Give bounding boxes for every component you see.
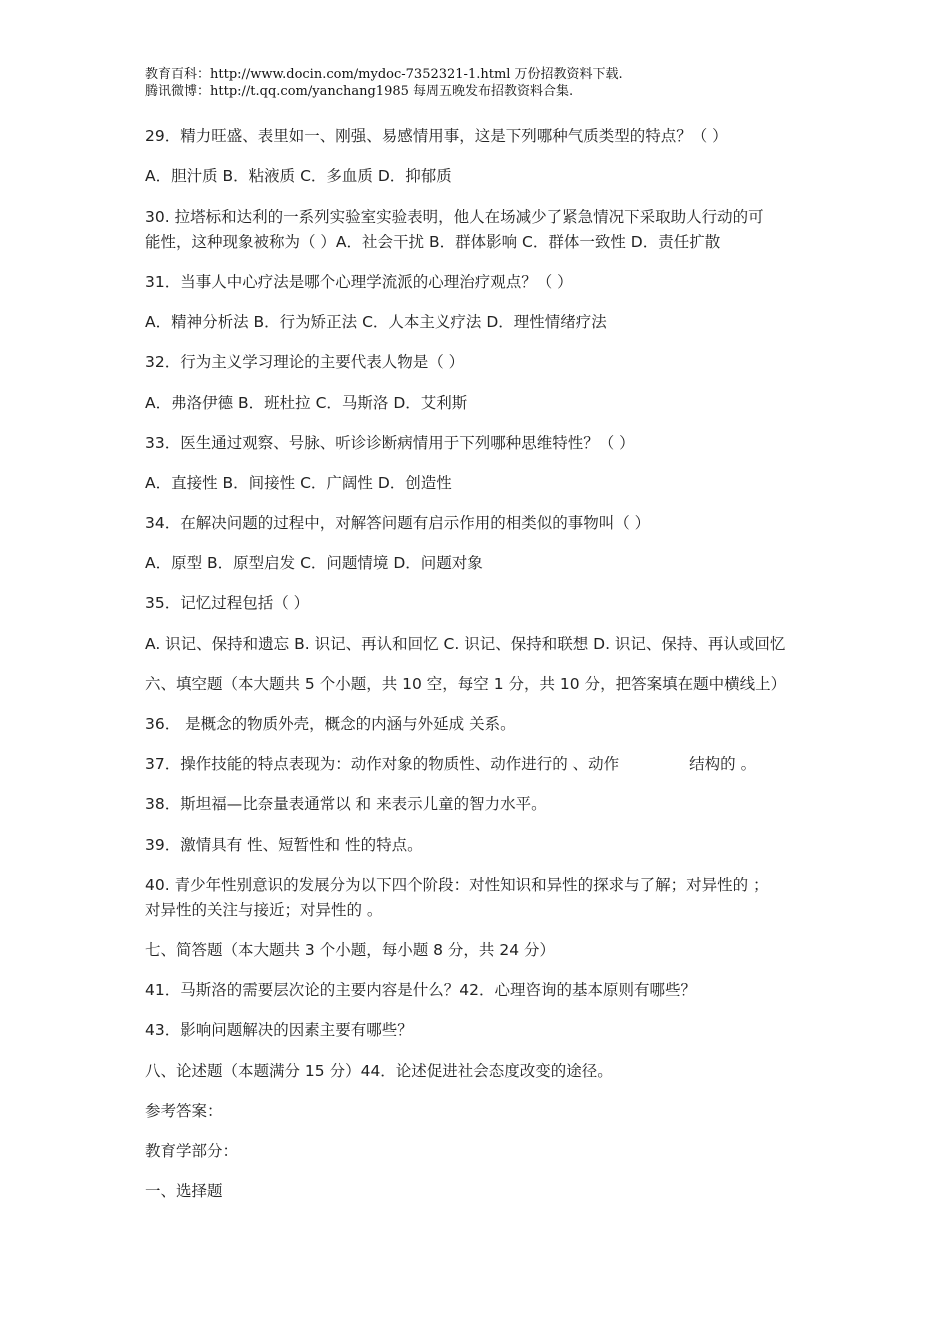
question-37-part2: 结构的 。 bbox=[689, 755, 757, 773]
question-43: 43．影响问题解决的因素主要有哪些？ bbox=[145, 1021, 413, 1039]
question-37 bbox=[145, 751, 756, 777]
question-35-options: A. 识记、保持和遗忘 B. 识记、再认和回忆 C. 识记、保持和联想 D. 识记、保持、再认或回忆 bbox=[145, 635, 786, 653]
question-34: 34．在解决问题的过程中，对解答问题有启示作用的相类似的事物叫（ ） bbox=[145, 514, 651, 532]
question-32-options: A．弗洛伊德 B．班杜拉 C．马斯洛 D．艾利斯 bbox=[145, 394, 468, 412]
question-31: 31．当事人中心疗法是哪个心理学流派的心理治疗观点？（ ） bbox=[145, 273, 573, 291]
header-line-weibo: 腾讯微博：http://t.qq.com/yanchang1985 每周五晚发布招教资料合集. bbox=[145, 84, 574, 99]
choice-section-title: 一、选择题 bbox=[145, 1182, 223, 1200]
section-8-heading: 八、论述题（本题满分 15 分）44．论述促进社会态度改变的途径。 bbox=[145, 1062, 613, 1080]
header-line-docin: 教育百科：http://www.docin.com/mydoc-7352321-1.html 万份招教资料下载. bbox=[145, 67, 623, 82]
question-29-options: A．胆汁质 B．粘液质 C．多血质 D．抑郁质 bbox=[145, 167, 452, 185]
question-34-options: A．原型 B．原型启发 C．问题情境 D．问题对象 bbox=[145, 554, 483, 572]
question-29: 29．精力旺盛、表里如一、刚强、易感情用事，这是下列哪种气质类型的特点？（ ） bbox=[145, 127, 728, 145]
question-38: 38．斯坦福—比奈量表通常以 和 来表示儿童的智力水平。 bbox=[145, 795, 547, 813]
question-41-42: 41．马斯洛的需要层次论的主要内容是什么？42．心理咨询的基本原则有哪些？ bbox=[145, 981, 696, 999]
answers-title: 参考答案： bbox=[145, 1102, 223, 1120]
question-35: 35．记忆过程包括（ ） bbox=[145, 594, 310, 612]
question-40-line1: 40. 青少年性别意识的发展分为以下四个阶段：对性知识和异性的探求与了解；对异性的 ； bbox=[145, 876, 769, 894]
question-36: 36． 是概念的物质外壳，概念的内涵与外延成 关系。 bbox=[145, 715, 516, 733]
question-37-part1: 37．操作技能的特点表现为：动作对象的物质性、动作进行的 、动作 bbox=[145, 755, 620, 773]
question-31-options: A．精神分析法 B．行为矫正法 C．人本主义疗法 D．理性情绪疗法 bbox=[145, 313, 607, 331]
question-30-line1: 30. 拉塔标和达利的一系列实验室实验表明，他人在场减少了紧急情况下采取助人行动的可 bbox=[145, 208, 764, 226]
section-6-heading: 六、填空题（本大题共 5 个小题，共 10 空，每空 1 分，共 10 分，把答案填在题中横线上） bbox=[145, 675, 787, 693]
question-40-line2: 对异性的关注与接近；对异性的 。 bbox=[145, 901, 383, 919]
question-32: 32．行为主义学习理论的主要代表人物是（ ） bbox=[145, 353, 465, 371]
section-7-heading: 七、简答题（本大题共 3 个小题，每小题 8 分，共 24 分） bbox=[145, 941, 556, 959]
question-39: 39．激情具有 性、短暂性和 性的特点。 bbox=[145, 836, 423, 854]
pedagogy-part-title: 教育学部分： bbox=[145, 1142, 239, 1160]
question-30-line2: 能性，这种现象被称为（ ）A．社会干扰 B．群体影响 C．群体一致性 D．责任扩散 bbox=[145, 233, 721, 251]
question-33-options: A．直接性 B．间接性 C．广阔性 D．创造性 bbox=[145, 474, 452, 492]
question-33: 33．医生通过观察、号脉、听诊诊断病情用于下列哪种思维特性？（ ） bbox=[145, 434, 635, 452]
